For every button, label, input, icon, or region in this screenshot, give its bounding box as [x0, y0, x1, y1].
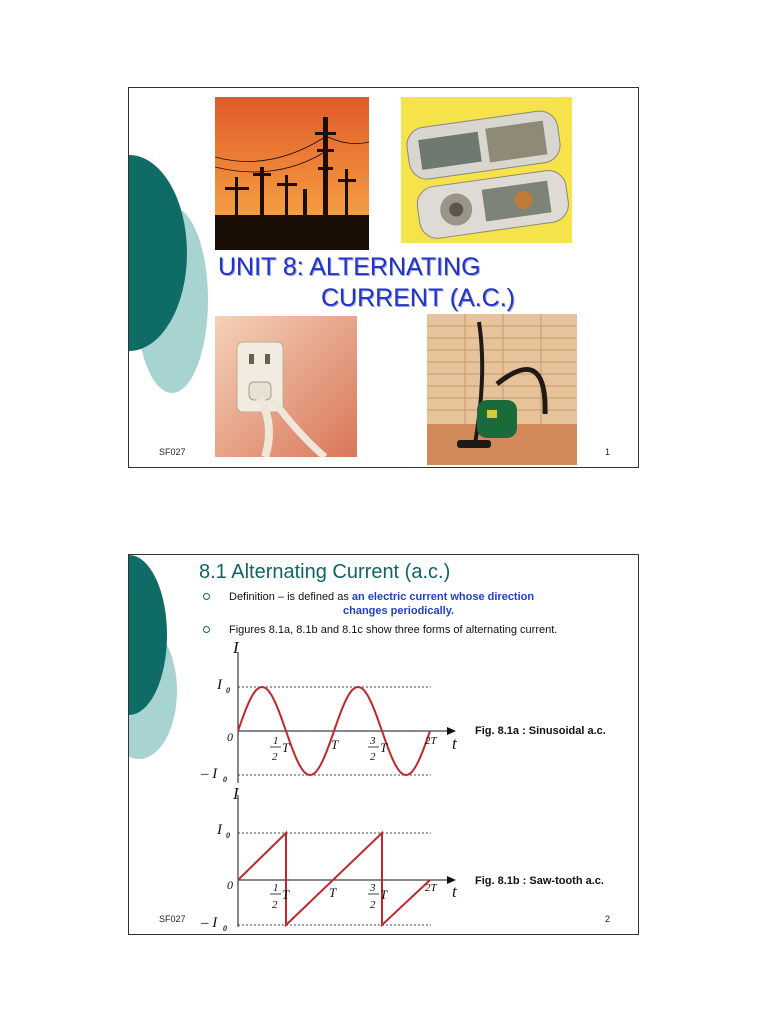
fig-a-tick-half-T: T — [282, 740, 290, 755]
title-line-2: CURRENT (A.C.) — [321, 284, 515, 312]
fig-a-tick-half-num: 1 — [273, 735, 279, 747]
fig-a-peak-sub: 0 — [226, 686, 230, 695]
slide-2-title: 8.1 Alternating Current (a.c.) — [199, 561, 451, 583]
fig-a-tick-3half-den: 2 — [370, 751, 376, 763]
fig-b-tick-3half-num: 3 — [370, 882, 376, 894]
boombox-photo — [401, 97, 572, 243]
fig-a-neg-peak-sub: 0 — [223, 775, 227, 784]
fig-a-y-label: I — [233, 638, 239, 657]
fig-a-x-label: t — [452, 734, 457, 753]
fig-a-tick-half-den: 2 — [272, 751, 278, 763]
fig-b-neg-peak-sub: 0 — [223, 924, 227, 933]
power-station-photo — [215, 97, 369, 250]
fig-b-neg-peak-label: – I — [201, 915, 218, 931]
fig-b-x-label: t — [452, 882, 457, 901]
fig-b-y-label: I — [233, 784, 239, 803]
fig-b-tick-T: T — [329, 885, 337, 900]
fig-b-peak-sub: 0 — [226, 831, 230, 840]
fig-a-neg-peak-label: – I — [201, 766, 218, 782]
definition-highlight-2: changes periodically. — [343, 605, 455, 617]
figures-text: Figures 8.1a, 8.1b and 8.1c show three forms of alternating current. — [229, 624, 558, 636]
fig-b-sawtooth-graph — [200, 784, 458, 933]
definition-highlight-1: an electric current whose direction — [351, 591, 535, 603]
slide-1-title — [218, 252, 515, 314]
fig-a-peak-label: I — [217, 677, 222, 693]
fig-a-origin-label: 0 — [227, 730, 233, 744]
fig-b-tick-2T: 2T — [425, 882, 437, 894]
slide-1 — [128, 87, 639, 468]
fig-b-tick-3half-T: T — [380, 887, 388, 902]
fig-a-sinusoidal-graph — [200, 638, 458, 784]
fig-b-tick-half-num: 1 — [273, 882, 279, 894]
fig-a-tick-3half-num: 3 — [370, 735, 376, 747]
fig-b-tick-half-T: T — [282, 887, 290, 902]
fig-b-tick-half-den: 2 — [272, 899, 278, 911]
page-number: 2 — [604, 914, 610, 924]
fig-b-caption: Fig. 8.1b : Saw-tooth a.c. — [475, 875, 604, 887]
fig-a-caption: Fig. 8.1a : Sinusoidal a.c. — [475, 725, 606, 737]
title-line-1: UNIT 8: ALTERNATING — [218, 253, 481, 281]
fig-b-origin-label: 0 — [227, 878, 233, 892]
fig-a-tick-T: T — [331, 737, 339, 752]
fig-b-sawtooth-wave — [238, 833, 430, 925]
page-number: 1 — [604, 447, 610, 457]
slide-2 — [128, 554, 639, 935]
footer-code: SF027 — [159, 447, 186, 457]
definition-prefix: Definition – is defined as — [229, 591, 352, 603]
fig-b-tick-3half-den: 2 — [370, 899, 376, 911]
vacuum-cleaner-photo — [427, 314, 577, 465]
footer-code: SF027 — [159, 914, 186, 924]
fig-a-tick-2T: 2T — [425, 735, 437, 747]
wall-outlet-photo — [215, 316, 357, 457]
fig-b-peak-label: I — [217, 822, 222, 838]
fig-a-tick-3half-T: T — [380, 740, 388, 755]
